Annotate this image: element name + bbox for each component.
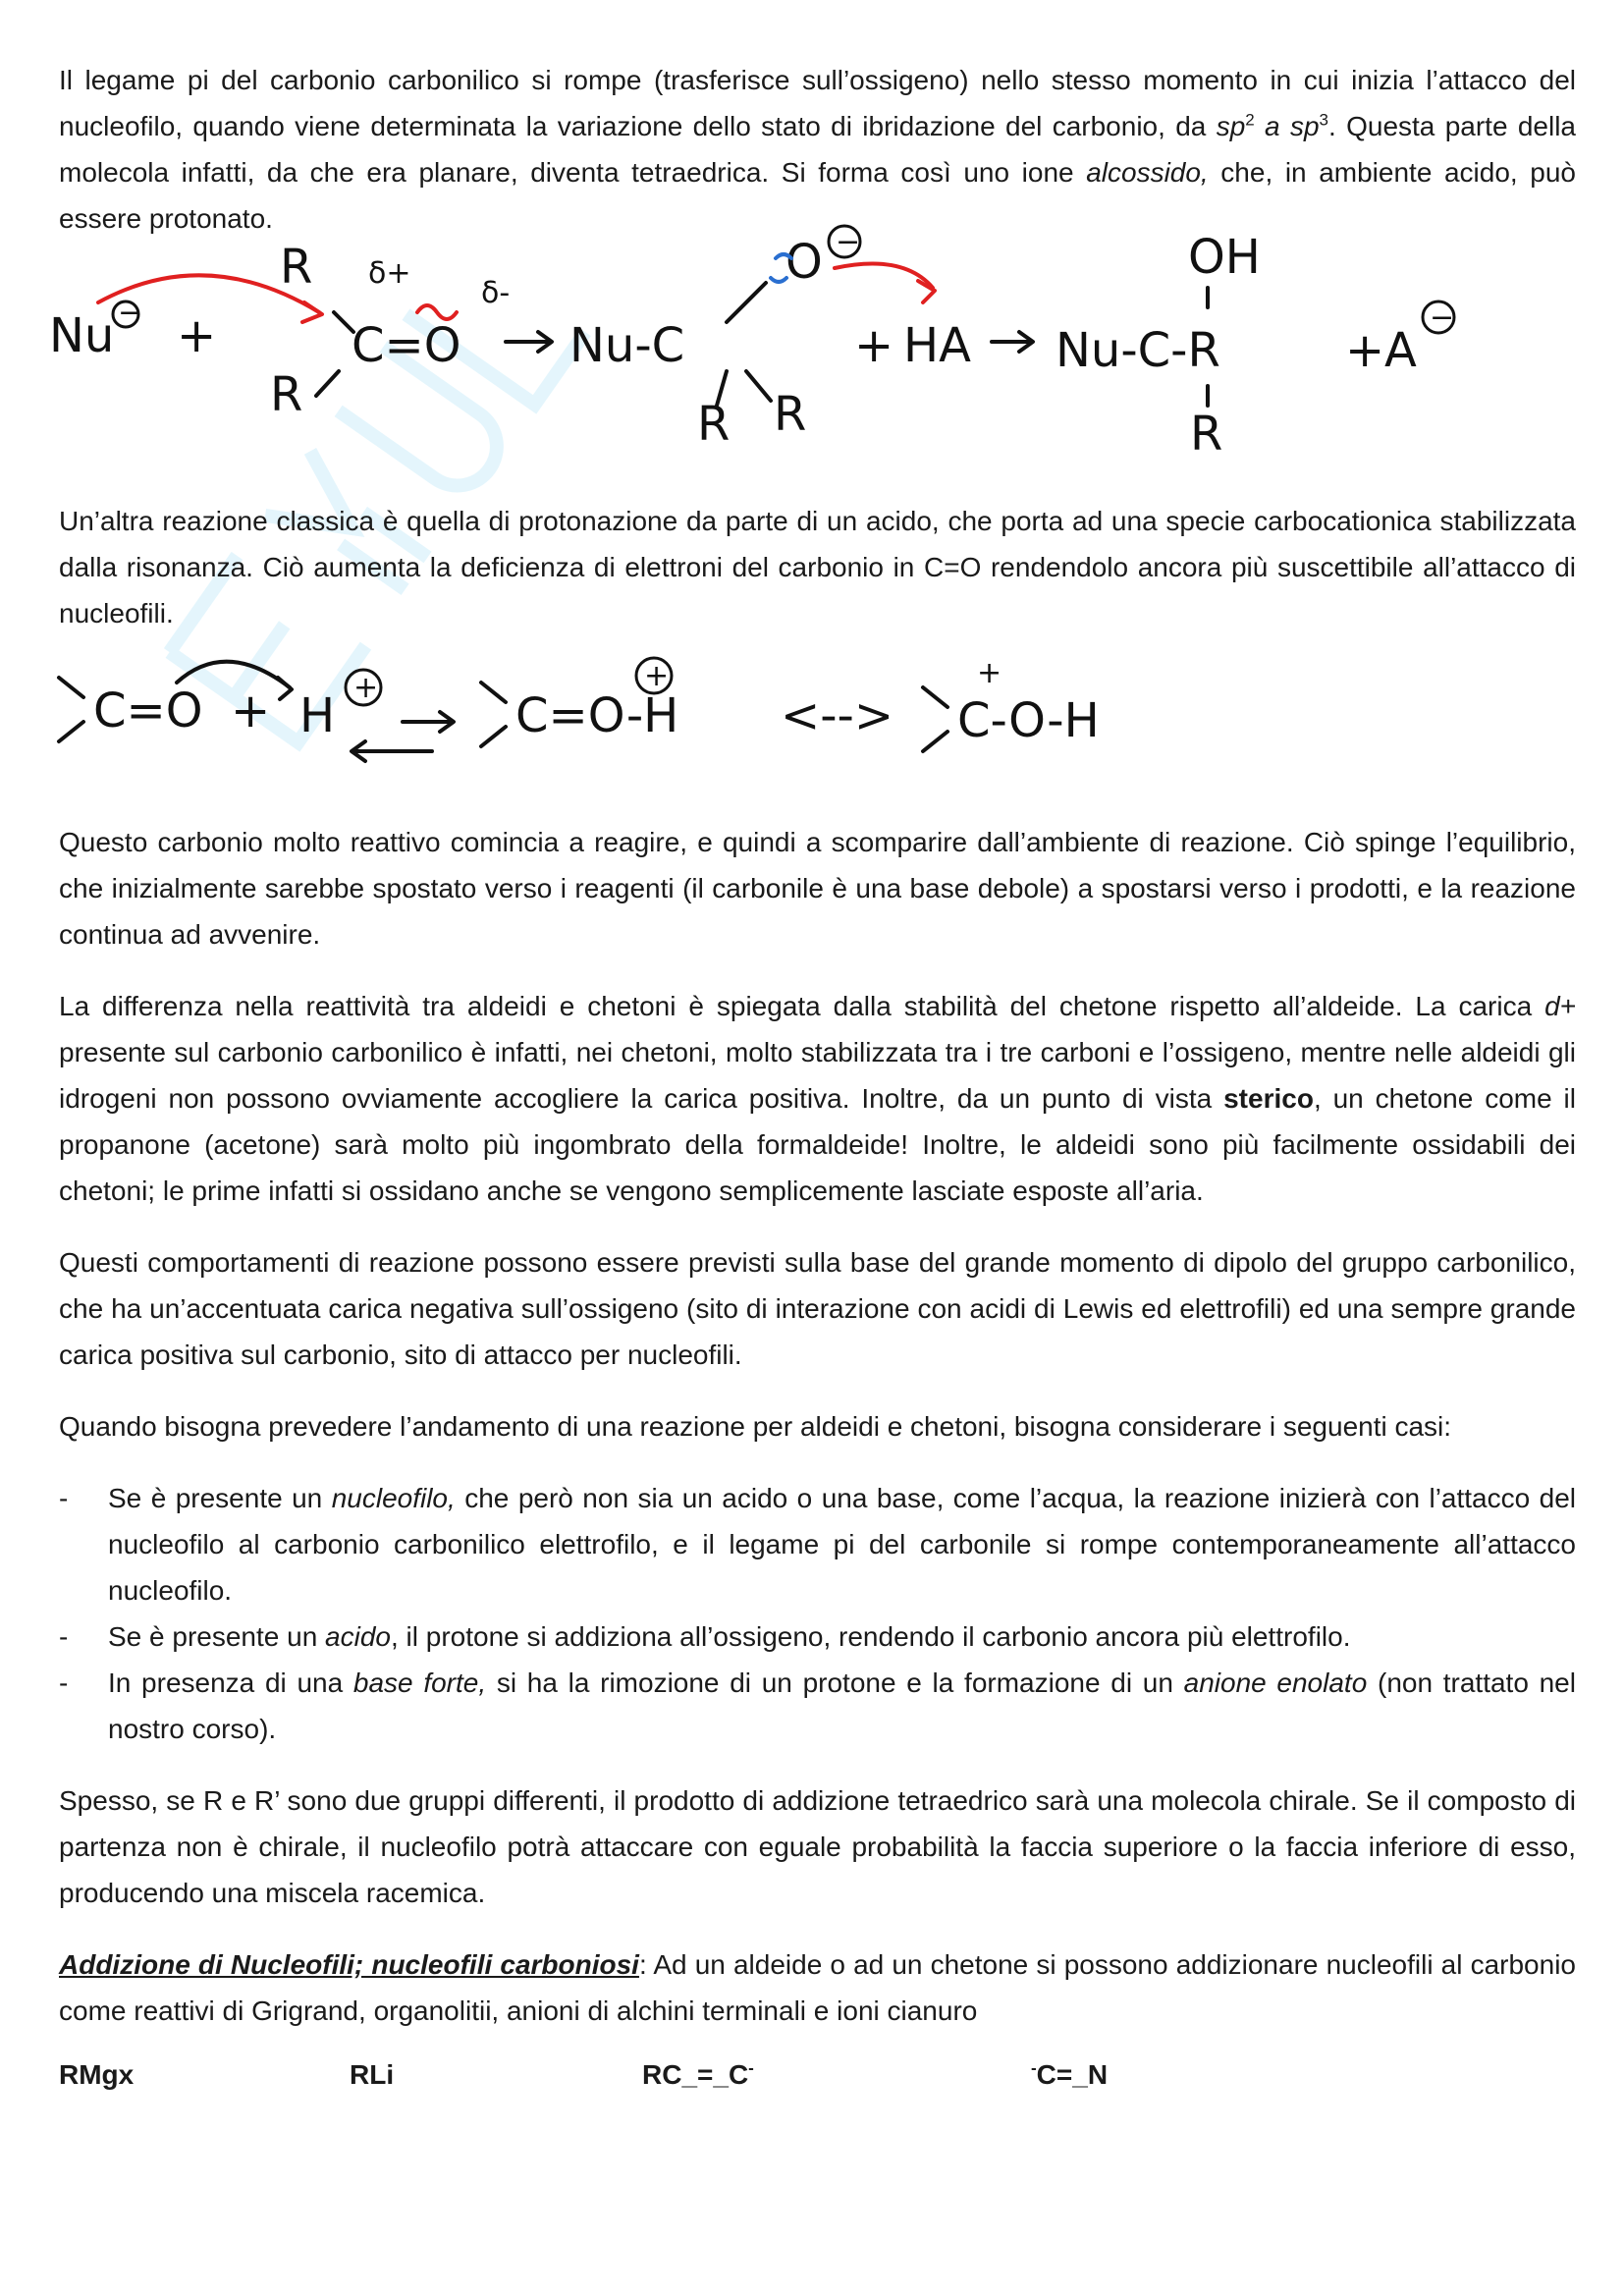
intermediate-r1: R bbox=[697, 397, 731, 450]
r-top: R bbox=[280, 240, 313, 295]
reaction-arrow-2-icon bbox=[992, 332, 1033, 352]
protonated-carbonyl: C=O-H bbox=[515, 688, 679, 743]
proton-h: H bbox=[299, 688, 336, 743]
cases-list bbox=[59, 1475, 1576, 1752]
r-bottom: R bbox=[270, 367, 303, 422]
carbocation-plus: + bbox=[977, 656, 1002, 690]
item3-text-b: si ha la rimozione di un protone e la formazione di un bbox=[486, 1667, 1184, 1698]
resonance-arrow: <--> bbox=[781, 688, 894, 743]
item3-text-a: In presenza di una bbox=[108, 1667, 353, 1698]
list-item bbox=[59, 1613, 1576, 1660]
carbonyl: C=O bbox=[352, 318, 461, 373]
p8-text: : Ad un aldeide o ad un chetone si possono addizionare nucleofili al carbonio come reattivi di Grigrand, organolitii, anioni di alchini terminali e ioni cianuro bbox=[59, 1949, 1576, 2026]
reagent-cyanide bbox=[1031, 2059, 1108, 2091]
list-item bbox=[59, 1660, 1576, 1752]
list-dash: - bbox=[59, 1483, 69, 1513]
delta-plus: δ+ bbox=[368, 256, 411, 291]
intermediate-bonds bbox=[717, 283, 771, 406]
p1-text-c: che, in ambiente acido, può essere protonato. bbox=[59, 157, 1577, 234]
nu-charge: − bbox=[118, 296, 143, 330]
item2-em: acido bbox=[325, 1621, 391, 1652]
paragraph-8 bbox=[59, 1941, 1576, 2034]
product-oh: OH bbox=[1188, 230, 1261, 285]
plus-2: + bbox=[854, 318, 894, 373]
reagent-organolithium: RLi bbox=[350, 2059, 395, 2090]
alkoxide-minus: − bbox=[836, 225, 861, 259]
p1-alcossido: alcossido, bbox=[1086, 157, 1209, 188]
item3-text-c: (non trattato nel nostro corso). bbox=[108, 1667, 1576, 1744]
plus-3: + bbox=[1345, 323, 1385, 378]
p1-a: a bbox=[1254, 111, 1290, 141]
p4-dplus: d+ bbox=[1544, 991, 1576, 1021]
proton-plus: + bbox=[353, 671, 379, 705]
list-dash: - bbox=[59, 1667, 69, 1698]
oxonium-plus: + bbox=[644, 659, 670, 693]
item1-em: nucleofilo, bbox=[331, 1483, 456, 1513]
reactant-bonds bbox=[59, 678, 83, 741]
plus-1: + bbox=[177, 308, 217, 363]
delta-minus: δ- bbox=[481, 276, 511, 310]
paragraph-1 bbox=[59, 57, 1576, 242]
reagent-cyanide-charge: - bbox=[1031, 2058, 1037, 2078]
paragraph-5: Questi comportamenti di reazione possono essere previsti sulla base del grande momento di dipolo del gruppo carbonilico, che ha un’accentuata carica negativa sull’ossigeno (sito di interazione con acidi di Lewis ed elettrofili) ed una sempre grande carica positiva sul carbonio, sito di attacco per nucleofili. bbox=[59, 1247, 1576, 1370]
p1-text-a: Il legame pi del carbonio carbonilico si rompe (trasferisce sull’ossigeno) nello stesso momento in cui inizia l’attacco del nucleofilo, quando viene determinata la variazione dello stato di ibridazione del carbonio, da bbox=[59, 65, 1576, 141]
protonation-arrowhead-icon bbox=[918, 281, 935, 302]
reaction-scheme-nucleophilic-addition bbox=[39, 224, 1551, 450]
paragraph-4 bbox=[59, 983, 1576, 1214]
acid-ha: HA bbox=[903, 318, 971, 373]
anion-a: A bbox=[1384, 323, 1417, 378]
alkoxide-o: O bbox=[785, 235, 823, 290]
p4-text-a: La differenza nella reattività tra aldeidi e chetoni è spiegata dalla stabilità del chetone rispetto all’aldeide. La carica bbox=[59, 991, 1545, 1021]
paragraph-3: Questo carbonio molto reattivo comincia a reagire, e quindi a scomparire dall’ambiente di reazione. Ciò spinge l’equilibrio, che inizialmente sarebbe spostato verso i reagenti (il carbonile è una base debole) a spostarsi verso i prodotti, e la reazione continua ad avvenire. bbox=[59, 827, 1576, 950]
p1-sp3: sp bbox=[1289, 111, 1320, 141]
lone-pair-arrowhead-icon bbox=[278, 678, 292, 699]
paragraph-6: Quando bisogna prevedere l’andamento di una reazione per aldeidi e chetoni, bisogna considerare i seguenti casi: bbox=[59, 1411, 1452, 1442]
reagent-cyanide-text: C=_N bbox=[1036, 2059, 1109, 2090]
anion-minus: − bbox=[1430, 301, 1455, 335]
intermediate: Nu-C bbox=[569, 318, 685, 373]
paragraph-2: Un’altra reazione classica è quella di protonazione da parte di un acido, che porta ad una specie carbocationica stabilizzata dalla risonanza. Ciò aumenta la deficienza di elettroni del carbonio in C=O rendendolo ancora più suscettibile all’attacco di nucleofili. bbox=[59, 506, 1576, 629]
attack-arrowhead-icon bbox=[302, 302, 322, 322]
bond-lines bbox=[316, 312, 353, 396]
product: Nu-C-R bbox=[1056, 323, 1220, 378]
protonation-reactant: C=O bbox=[93, 683, 203, 738]
carbocation: C-O-H bbox=[957, 693, 1100, 748]
item2-text-a: Se è presente un bbox=[108, 1621, 326, 1652]
item2-text-b: , il protone si addiziona all’ossigeno, rendendo il carbonio ancora più elettrofilo. bbox=[390, 1621, 1351, 1652]
paragraph-7: Spesso, se R e R’ sono due gruppi differenti, il prodotto di addizione tetraedrico sarà una molecola chirale. Se il composto di partenza non è chirale, il nucleofilo potrà attaccare con eguale probabilità la faccia superiore o la faccia inferiore di esso, producendo una miscela racemica. bbox=[59, 1785, 1576, 1908]
carbocation-bonds bbox=[923, 687, 947, 751]
section-heading: Addizione di Nucleofili; nucleofili carboniosi bbox=[59, 1949, 639, 1980]
product-r: R bbox=[1190, 407, 1223, 450]
nu-label: Nu bbox=[49, 308, 115, 363]
list-item bbox=[59, 1475, 1576, 1613]
plus-4: + bbox=[231, 683, 271, 738]
reaction-arrow-1-icon bbox=[506, 332, 552, 352]
reagent-alkynide-charge: - bbox=[748, 2058, 754, 2078]
item3-em2: anione enolato bbox=[1183, 1667, 1368, 1698]
reagent-grignard: RMgx bbox=[59, 2059, 135, 2090]
item1-text-a: Se è presente un bbox=[108, 1483, 332, 1513]
p4-text-b: presente sul carbonio carbonilico è infatti, nei chetoni, molto stabilizzata tra i tre carboni e l’ossigeno, mentre nelle aldeidi gli idrogeni non possono ovviamente accogliere la carica positiva. Inoltre, da un punto di vista bbox=[59, 1037, 1576, 1114]
protonation-arrow-icon bbox=[835, 264, 933, 289]
item1-text-b: che però non sia un acido o una base, come l’acqua, la reazione inizierà con l’attacco del nucleofilo al carbonio carbonilico elettrofilo, e il legame pi del carbonile si rompe contemporaneamente all’attacco nucleofilo. bbox=[108, 1483, 1576, 1606]
p4-text-c: , un chetone come il propanone (acetone) sarà molto più ingombrato della formaldeide! Inoltre, le aldeidi sono più facilmente ossidabili dei chetoni; le prime infatti si ossidano anche se vengono semplicemente lasciate esposte all’aria. bbox=[59, 1083, 1577, 1206]
equilibrium-arrows-icon bbox=[352, 712, 454, 761]
p1-text-b: . Questa parte della molecola infatti, da che era planare, diventa tetraedrica. Si forma così uno ione bbox=[59, 111, 1576, 188]
p1-sup3: 3 bbox=[1319, 110, 1328, 130]
reagent-alkynide-text: RC_=_C bbox=[642, 2059, 749, 2090]
item3-em: base forte, bbox=[352, 1667, 487, 1698]
p1-sp2: sp bbox=[1216, 111, 1246, 141]
reagents-row bbox=[59, 2059, 1576, 2105]
reagent-alkynide bbox=[642, 2059, 754, 2091]
pi-bond-arrow-icon bbox=[417, 305, 457, 319]
protonated-bonds bbox=[481, 683, 506, 746]
intermediate-r2: R bbox=[774, 387, 807, 442]
p4-sterico: sterico bbox=[1223, 1083, 1314, 1114]
reaction-scheme-protonation bbox=[39, 648, 1551, 776]
p1-sup2: 2 bbox=[1245, 110, 1255, 130]
list-dash: - bbox=[59, 1621, 69, 1652]
